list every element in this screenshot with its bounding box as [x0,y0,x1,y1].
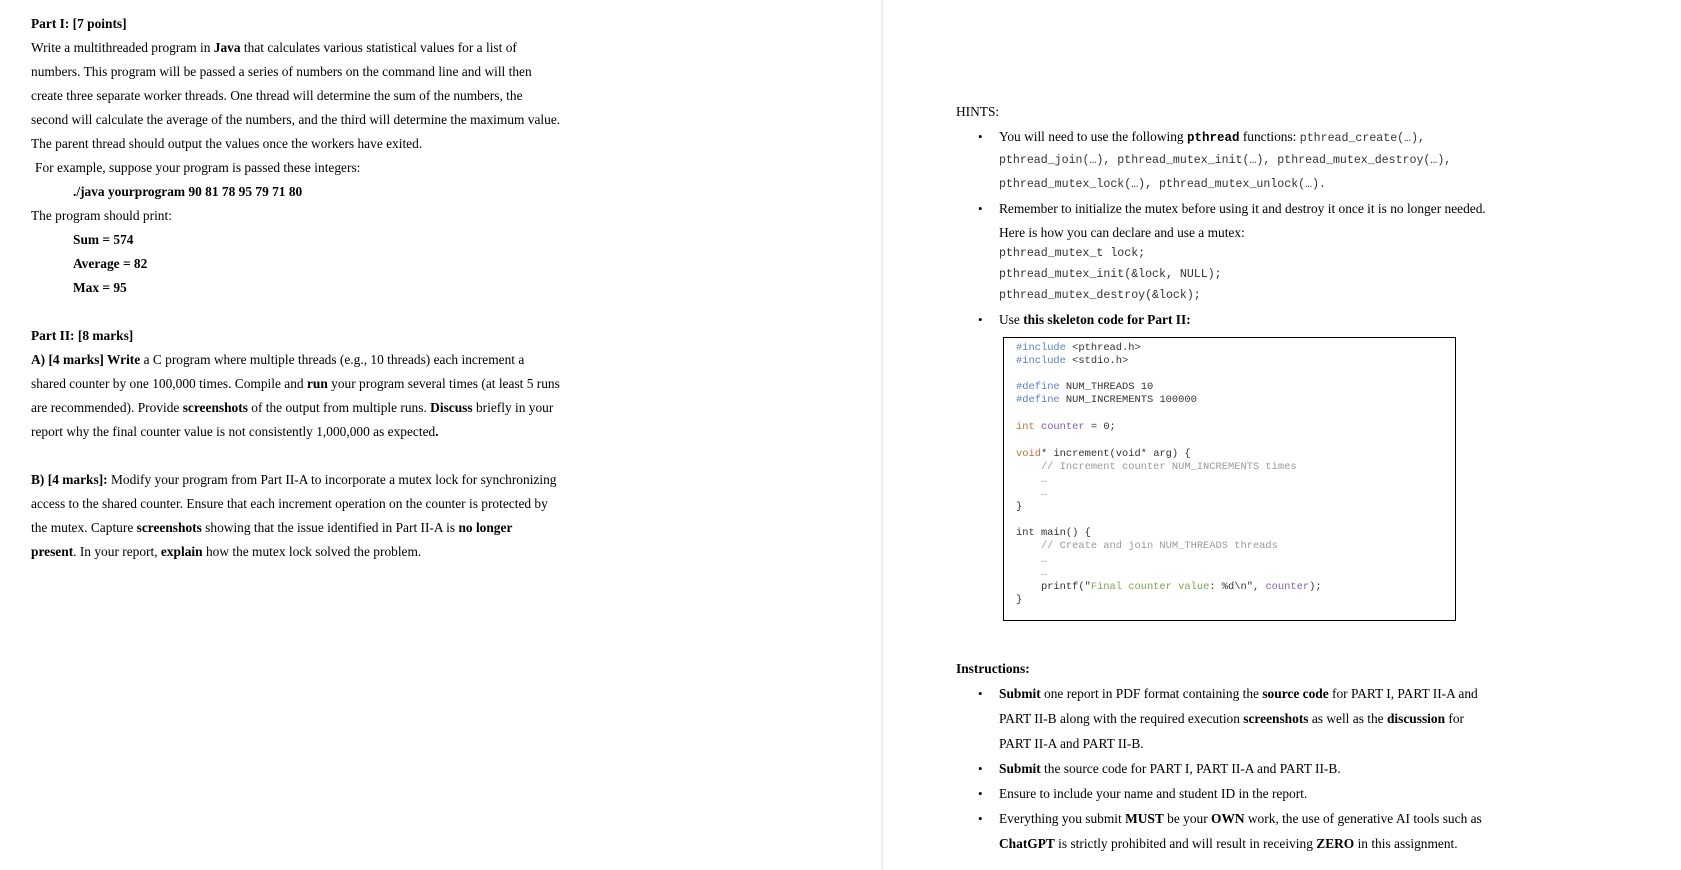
output-average: Average = 82 [73,256,148,271]
code-line: #define NUM_THREADS 10 [1016,381,1154,393]
instructions-heading: Instructions: [956,661,1030,676]
example-command: ./java yourprogram 90 81 78 95 79 71 80 [73,184,303,199]
code-ellipsis: … [1016,554,1048,566]
part1-text-line: Write a multithreaded program in Java that calculates various statistical values for a list of [31,40,517,55]
bullet-icon: • [978,686,983,701]
part2a-text-line: A) [4 marks] Write a C program where multiple threads (e.g., 10 threads) each increment a [31,352,525,367]
hint-text-line: You will need to use the following pthread functions: pthread_create(…), [999,129,1425,145]
code-comment: // Increment counter NUM_INCREMENTS times [1016,461,1297,473]
bullet-icon: • [978,312,983,327]
code-line: } [1016,501,1023,513]
part1-text-line: numbers. This program will be passed a series of numbers on the command line and will then [31,64,532,79]
part2b-text-line: the mutex. Capture screenshots showing that the issue identified in Part II-A is no longer [31,520,513,535]
hint-text-line: Remember to initialize the mutex before using it and destroy it once it is no longer needed. [999,201,1486,216]
instruction-text-line: Everything you submit MUST be your OWN work, the use of generative AI tools such as [999,811,1482,826]
skeleton-code-box [1003,337,1456,621]
code-line: printf("Final counter value: %d\n", counter); [1016,581,1322,593]
hint-code-line: pthread_mutex_t lock; [999,247,1146,260]
instruction-text-line: PART II-A and PART II-B. [999,736,1144,751]
page-divider [881,0,883,870]
part1-heading: Part I: [7 points] [31,16,127,31]
bullet-icon: • [978,201,983,216]
code-line: #include <stdio.h> [1016,355,1129,367]
code-ellipsis: … [1016,567,1048,579]
part2a-text-line: report why the final counter value is not consistently 1,000,000 as expected. [31,424,439,439]
instruction-text-line: Ensure to include your name and student ID in the report. [999,786,1308,801]
hint-code-line: pthread_mutex_destroy(&lock); [999,289,1201,302]
instruction-text-line: PART II-B along with the required execution screenshots as well as the discussion for [999,711,1464,726]
bullet-icon: • [978,786,983,801]
part2b-text-line: present. In your report, explain how the mutex lock solved the problem. [31,544,422,559]
hint-text-line: Use this skeleton code for Part II: [999,312,1191,327]
part2a-text-line: are recommended). Provide screenshots of the output from multiple runs. Discuss briefly in your [31,400,554,415]
example-intro: For example, suppose your program is passed these integers: [35,160,361,175]
code-comment: // Create and join NUM_THREADS threads [1016,540,1278,552]
output-sum: Sum = 574 [73,232,134,247]
part1-text-line: create three separate worker threads. One thread will determine the sum of the numbers, the [31,88,523,103]
part2a-text-line: shared counter by one 100,000 times. Compile and run your program several times (at least 5 runs [31,376,560,391]
code-ellipsis: … [1016,487,1048,499]
bullet-icon: • [978,129,983,144]
hint-code-line: pthread_mutex_lock(…), pthread_mutex_unlock(…). [999,178,1326,191]
code-line: #include <pthread.h> [1016,342,1141,354]
hint-code-line: pthread_mutex_init(&lock, NULL); [999,268,1222,281]
part1-text-line: The parent thread should output the values once the workers have exited. [31,136,423,151]
should-print-text: The program should print: [31,208,172,223]
hints-heading: HINTS: [956,104,1000,119]
bullet-icon: • [978,761,983,776]
part2b-text-line: B) [4 marks]: Modify your program from Part II-A to incorporate a mutex lock for synchronizing [31,472,557,487]
part1-text-line: second will calculate the average of the numbers, and the third will determine the maximum value. [31,112,561,127]
code-line: int main() { [1016,527,1091,539]
part2b-text-line: access to the shared counter. Ensure that each increment operation on the counter is protected by [31,496,548,511]
output-max: Max = 95 [73,280,127,295]
code-line: int counter = 0; [1016,421,1116,433]
instruction-text-line: Submit the source code for PART I, PART II-A and PART II-B. [999,761,1341,776]
part2-heading: Part II: [8 marks] [31,328,134,343]
code-line: void* increment(void* arg) { [1016,448,1191,460]
code-line: } [1016,594,1023,606]
instruction-text-line: ChatGPT is strictly prohibited and will result in receiving ZERO in this assignment. [999,836,1458,851]
hint-code-line: pthread_join(…), pthread_mutex_init(…), pthread_mutex_destroy(…), [999,154,1452,167]
code-line: #define NUM_INCREMENTS 100000 [1016,394,1197,406]
instruction-text-line: Submit one report in PDF format containing the source code for PART I, PART II-A and [999,686,1478,701]
hint-text-line: Here is how you can declare and use a mutex: [999,225,1245,240]
bullet-icon: • [978,811,983,826]
code-ellipsis: … [1016,474,1048,486]
